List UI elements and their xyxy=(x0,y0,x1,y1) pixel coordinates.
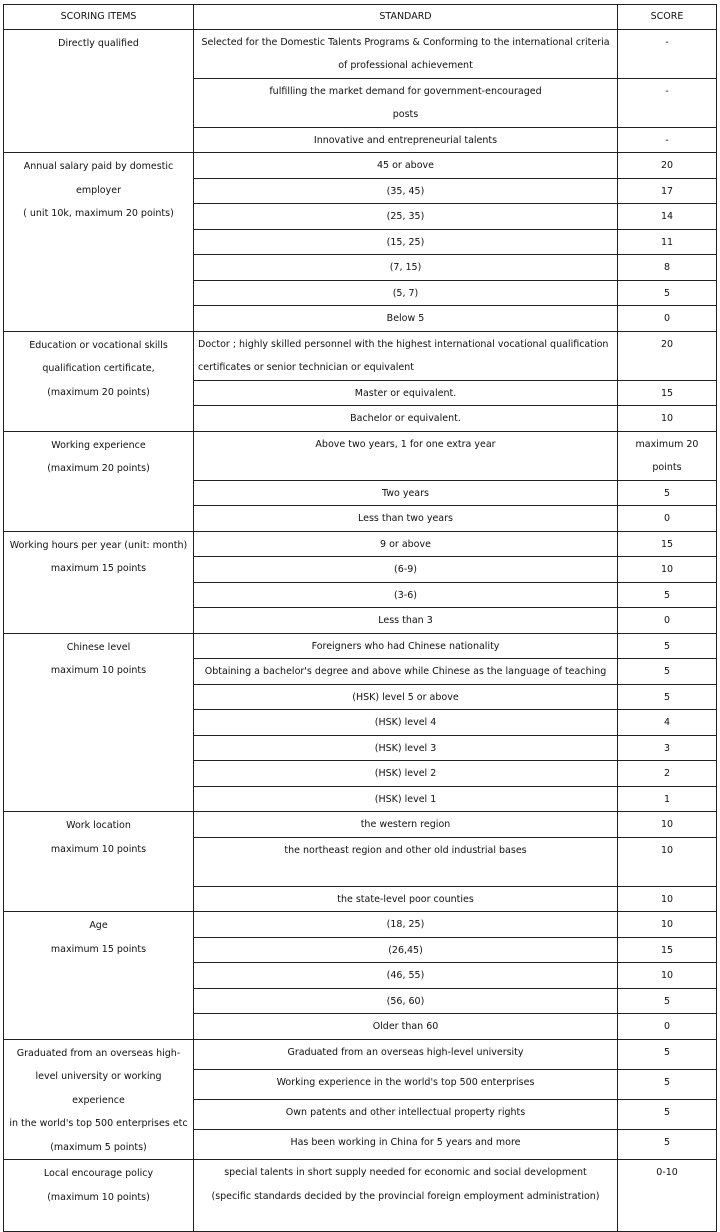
standard-cell xyxy=(194,684,618,710)
table-row xyxy=(4,1160,717,1232)
cell-line: 5 xyxy=(663,1076,671,1088)
cell-line: special talents in short supply needed for economic and social development xyxy=(224,1167,587,1178)
cell-line: Chinese level xyxy=(66,641,131,653)
cell-line: Annual salary paid by domestic xyxy=(23,161,174,172)
standard-cell xyxy=(194,633,618,659)
score-cell xyxy=(618,431,717,480)
standard-cell xyxy=(194,78,618,127)
cell-line: Work location xyxy=(66,820,131,831)
score-cell xyxy=(618,963,717,989)
scoring-item xyxy=(4,1039,194,1160)
cell-line: Graduated from an overseas high- xyxy=(16,1047,181,1059)
cell-line: Education or vocational skills xyxy=(29,339,168,351)
cell-line: 15 xyxy=(660,538,674,550)
standard-cell xyxy=(194,1014,618,1040)
table-row xyxy=(4,633,717,659)
cell-line: (HSK) level 1 xyxy=(374,793,437,805)
table-row xyxy=(4,331,717,380)
standard-cell xyxy=(194,229,618,255)
cell-line: fulfilling the market demand for government-encouraged xyxy=(269,85,542,97)
cell-line: ( unit 10k, maximum 20 points) xyxy=(23,208,174,219)
cell-line: (25, 35) xyxy=(386,211,425,222)
cell-line: 5 xyxy=(663,287,671,299)
cell-line: of professional achievement xyxy=(338,60,473,71)
cell-line: 5 xyxy=(663,1106,671,1118)
score-cell xyxy=(618,1160,717,1232)
cell-line: (maximum 10 points) xyxy=(47,1191,150,1203)
cell-line: (18, 25) xyxy=(386,919,425,930)
cell-line: (7, 15) xyxy=(389,262,422,273)
scoring-item xyxy=(4,29,194,153)
cell-line: qualification certificate, xyxy=(42,363,155,374)
score-cell xyxy=(618,886,717,912)
standard-cell xyxy=(194,127,618,153)
score-cell xyxy=(618,684,717,710)
score-cell xyxy=(618,380,717,406)
cell-line: the state-level poor counties xyxy=(337,893,474,905)
cell-line: 10 xyxy=(660,413,674,424)
scoring-item xyxy=(4,531,194,633)
cell-line: Working experience in the world's top 500 enterprises xyxy=(276,1076,535,1088)
cell-line: Two years xyxy=(382,487,429,499)
score-cell xyxy=(618,912,717,938)
standard-cell xyxy=(194,1129,618,1159)
score-cell xyxy=(618,557,717,583)
cell-line: (6-9) xyxy=(394,564,417,575)
standard-cell xyxy=(194,204,618,230)
table-row xyxy=(4,29,717,78)
cell-line: Below 5 xyxy=(386,313,425,324)
cell-line: (HSK) level 3 xyxy=(374,742,437,754)
cell-line: (HSK) level 5 or above xyxy=(352,691,459,703)
header-standard: STANDARD xyxy=(194,5,618,30)
cell-line: 17 xyxy=(660,185,674,197)
table-row xyxy=(4,912,717,938)
standard-cell xyxy=(194,988,618,1014)
cell-line: 1 xyxy=(663,793,671,805)
score-cell xyxy=(618,480,717,506)
score-cell xyxy=(618,582,717,608)
cell-line: the northeast region and other old industrial bases xyxy=(284,844,527,856)
cell-line: Master or equivalent. xyxy=(354,387,457,399)
cell-line: 0 xyxy=(663,313,671,324)
cell-line: Local encourage policy xyxy=(43,1168,154,1179)
table-row xyxy=(4,1039,717,1069)
standard-cell xyxy=(194,406,618,432)
cell-line: 10 xyxy=(660,564,674,575)
standard-cell xyxy=(194,786,618,812)
cell-line: Bachelor or equivalent. xyxy=(350,413,461,424)
score-cell xyxy=(618,786,717,812)
score-cell xyxy=(618,1039,717,1069)
standard-cell xyxy=(194,306,618,332)
cell-line: 0 xyxy=(663,1021,671,1032)
cell-line: Graduated from an overseas high-level university xyxy=(287,1046,524,1058)
cell-line: 5 xyxy=(663,995,671,1007)
cell-line: (26,45) xyxy=(388,944,423,956)
cell-line: 0 xyxy=(663,513,671,524)
standard-cell xyxy=(194,735,618,761)
scoring-item xyxy=(4,912,194,1040)
cell-line: maximum 15 points xyxy=(50,943,147,955)
cell-line: level university or working experience xyxy=(35,1071,162,1106)
table-row xyxy=(4,431,717,480)
score-cell xyxy=(618,1069,717,1099)
standard-cell xyxy=(194,659,618,685)
cell-line: Above two years, 1 for one extra year xyxy=(315,438,496,450)
score-cell xyxy=(618,812,717,838)
cell-line: maximum 10 points xyxy=(50,665,147,676)
standard-cell xyxy=(194,480,618,506)
cell-line: 11 xyxy=(660,236,674,248)
standard-cell xyxy=(194,431,618,480)
cell-line: Innovative and entrepreneurial talents xyxy=(313,134,498,146)
cell-line: 4 xyxy=(663,717,671,728)
score-cell xyxy=(618,531,717,557)
cell-line: 10 xyxy=(660,819,674,830)
standard-cell xyxy=(194,280,618,306)
cell-line: posts xyxy=(392,109,419,120)
standard-cell xyxy=(194,255,618,281)
cell-line: 5 xyxy=(663,589,671,601)
standard-cell xyxy=(194,178,618,204)
cell-line: (56, 60) xyxy=(386,995,425,1007)
standard-cell xyxy=(194,812,618,838)
cell-line: in the world's top 500 enterprises etc xyxy=(9,1118,188,1129)
cell-line: maximum 15 points xyxy=(50,563,147,574)
cell-line: (35, 45) xyxy=(386,185,425,197)
score-cell xyxy=(618,837,717,886)
cell-line: maximum 10 points xyxy=(50,843,147,855)
cell-line: (5, 7) xyxy=(392,287,419,299)
score-cell xyxy=(618,1014,717,1040)
cell-line: 0 xyxy=(663,615,671,626)
standard-cell xyxy=(194,937,618,963)
header-scoring-items: SCORING ITEMS xyxy=(4,5,194,30)
cell-line: (3-6) xyxy=(394,589,417,601)
cell-line: (specific standards decided by the provincial foreign employment administration) xyxy=(211,1190,600,1202)
score-cell xyxy=(618,331,717,380)
cell-line: - xyxy=(665,36,669,48)
cell-line: maximum 20 xyxy=(635,438,699,450)
cell-line: 20 xyxy=(660,160,674,171)
cell-line: 15 xyxy=(660,944,674,956)
standard-cell xyxy=(194,1039,618,1069)
cell-line: Older than 60 xyxy=(372,1021,439,1032)
scoring-table xyxy=(3,4,717,1232)
cell-line: - xyxy=(665,85,669,97)
standard-cell xyxy=(194,506,618,532)
cell-line xyxy=(198,862,613,886)
header-row xyxy=(4,5,717,30)
header-score: SCORE xyxy=(618,5,717,30)
cell-line: 8 xyxy=(663,262,671,273)
score-cell xyxy=(618,306,717,332)
cell-line: (maximum 20 points) xyxy=(47,463,150,474)
table-body xyxy=(4,29,717,1232)
score-cell xyxy=(618,608,717,634)
table-row xyxy=(4,812,717,838)
standard-cell xyxy=(194,29,618,78)
cell-line: (46, 55) xyxy=(386,970,425,981)
score-cell xyxy=(618,255,717,281)
standard-cell xyxy=(194,557,618,583)
standard-cell xyxy=(194,1069,618,1099)
standard-cell xyxy=(194,331,618,380)
scoring-item xyxy=(4,331,194,431)
cell-line: 14 xyxy=(660,211,674,222)
standard-cell xyxy=(194,153,618,179)
score-cell xyxy=(618,29,717,78)
score-cell xyxy=(618,178,717,204)
cell-line: (15, 25) xyxy=(386,236,425,248)
standard-cell xyxy=(194,837,618,886)
standard-cell xyxy=(194,963,618,989)
cell-line: 5 xyxy=(663,487,671,499)
cell-line: (HSK) level 2 xyxy=(374,768,437,779)
cell-line: (HSK) level 4 xyxy=(374,717,437,728)
score-cell xyxy=(618,937,717,963)
cell-line: 20 xyxy=(660,338,674,350)
standard-cell xyxy=(194,380,618,406)
scoring-item xyxy=(4,153,194,332)
score-cell xyxy=(618,406,717,432)
cell-line: Less than two years xyxy=(358,513,453,524)
cell-line: (maximum 20 points) xyxy=(47,386,150,398)
cell-line: 10 xyxy=(660,970,674,981)
score-cell xyxy=(618,761,717,787)
score-cell xyxy=(618,735,717,761)
cell-line: Foreigners who had Chinese nationality xyxy=(311,640,500,652)
score-cell xyxy=(618,153,717,179)
score-cell xyxy=(618,659,717,685)
standard-cell xyxy=(194,531,618,557)
cell-line: Working hours per year (unit: month) xyxy=(9,539,188,551)
standard-cell xyxy=(194,608,618,634)
cell-line: 0-10 xyxy=(656,1167,678,1178)
standard-cell xyxy=(194,710,618,736)
table-row xyxy=(4,153,717,179)
score-cell xyxy=(618,633,717,659)
cell-line: 9 or above xyxy=(380,538,431,550)
cell-line: 10 xyxy=(660,893,674,905)
scoring-item xyxy=(4,431,194,531)
cell-line: Has been working in China for 5 years and more xyxy=(290,1136,521,1148)
standard-cell xyxy=(194,582,618,608)
score-cell xyxy=(618,127,717,153)
scoring-item xyxy=(4,633,194,812)
score-cell xyxy=(618,1129,717,1159)
scoring-item xyxy=(4,1160,194,1232)
cell-line: Own patents and other intellectual property rights xyxy=(285,1106,526,1118)
cell-line: Directly qualified xyxy=(58,37,139,49)
cell-line: Working experience xyxy=(51,439,146,451)
cell-line: 10 xyxy=(660,844,674,856)
standard-cell xyxy=(194,886,618,912)
cell-line: Obtaining a bachelor's degree and above while Chinese as the language of teaching xyxy=(204,666,607,677)
score-cell xyxy=(618,280,717,306)
score-cell xyxy=(618,506,717,532)
score-cell xyxy=(618,78,717,127)
cell-line: 5 xyxy=(663,1046,671,1058)
cell-line: points xyxy=(652,462,682,473)
cell-line: 3 xyxy=(663,742,671,754)
cell-line: (maximum 5 points) xyxy=(50,1141,147,1153)
cell-line: 10 xyxy=(660,919,674,930)
standard-cell xyxy=(194,1099,618,1129)
cell-line: Doctor ; highly skilled personnel with the highest international vocational qualification xyxy=(198,338,609,350)
standard-cell xyxy=(194,761,618,787)
cell-line: Age xyxy=(89,920,108,931)
cell-line: employer xyxy=(76,184,121,196)
cell-line: 5 xyxy=(663,691,671,703)
standard-cell xyxy=(194,1160,618,1232)
table-row xyxy=(4,531,717,557)
standard-cell xyxy=(194,912,618,938)
cell-line: 5 xyxy=(663,1136,671,1148)
cell-line: certificates or senior technician or equivalent xyxy=(198,362,414,373)
cell-line: - xyxy=(665,134,669,146)
cell-line: 2 xyxy=(663,768,671,779)
cell-line: Selected for the Domestic Talents Programs & Conforming to the international criteria xyxy=(201,36,610,48)
cell-line: 5 xyxy=(663,666,671,677)
cell-line: 15 xyxy=(660,387,674,399)
score-cell xyxy=(618,204,717,230)
score-cell xyxy=(618,988,717,1014)
scoring-item xyxy=(4,812,194,912)
cell-line: 45 or above xyxy=(377,160,434,171)
cell-line: the western region xyxy=(360,819,451,830)
score-cell xyxy=(618,229,717,255)
score-cell xyxy=(618,710,717,736)
cell-line: 5 xyxy=(663,640,671,652)
cell-line: Less than 3 xyxy=(378,615,433,626)
score-cell xyxy=(618,1099,717,1129)
